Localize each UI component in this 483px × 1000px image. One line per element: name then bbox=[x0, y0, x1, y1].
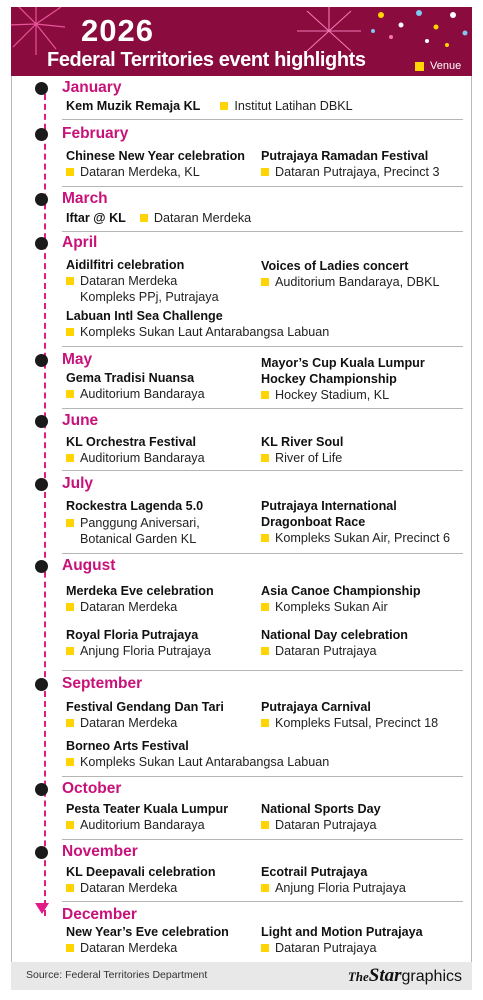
event-venue bbox=[66, 386, 205, 402]
event-venue bbox=[66, 715, 224, 731]
event-venue bbox=[261, 715, 438, 731]
timeline-dot bbox=[35, 678, 48, 691]
venue-text: Anjung Floria Putrajaya bbox=[80, 644, 211, 658]
event-item bbox=[261, 801, 381, 833]
event-item bbox=[261, 434, 343, 466]
timeline-dot bbox=[35, 82, 48, 95]
event-name: Festival Gendang Dan Tari bbox=[66, 700, 224, 714]
event-venue bbox=[66, 164, 245, 180]
month-label-april: April bbox=[62, 234, 98, 251]
event-venue bbox=[66, 324, 329, 340]
event-item bbox=[66, 308, 329, 340]
event-item bbox=[66, 370, 205, 402]
event-name: KL Deepavali celebration bbox=[66, 865, 216, 879]
event-item bbox=[66, 627, 211, 659]
logo-the: The bbox=[347, 969, 369, 984]
event-name: Merdeka Eve celebration bbox=[66, 584, 214, 598]
event-item bbox=[66, 257, 219, 305]
month-divider bbox=[62, 553, 463, 554]
event-name: Pesta Teater Kuala Lumpur bbox=[66, 802, 229, 816]
event-name: KL River Soul bbox=[261, 435, 344, 449]
event-venue bbox=[66, 643, 211, 659]
event-venue bbox=[66, 940, 229, 956]
venue-marker bbox=[66, 454, 74, 462]
event-venue bbox=[66, 880, 216, 896]
header-subtitle: Federal Territories event highlights bbox=[47, 49, 366, 71]
event-name: KL Orchestra Festival bbox=[66, 435, 196, 449]
event-name: Ecotrail Putrajaya bbox=[261, 865, 368, 879]
venue-text: Auditorium Bandaraya bbox=[80, 451, 205, 465]
venue-marker bbox=[261, 719, 269, 727]
timeline-dot bbox=[35, 846, 48, 859]
event-venue-line2 bbox=[66, 531, 203, 547]
venue-marker bbox=[66, 647, 74, 655]
month-divider bbox=[62, 186, 463, 187]
event-item bbox=[66, 699, 224, 731]
month-label-january: January bbox=[62, 79, 122, 96]
month-divider bbox=[62, 231, 463, 232]
month-label-september: September bbox=[62, 675, 143, 692]
event-name: National Day celebration bbox=[261, 628, 408, 642]
event-name: Borneo Arts Festival bbox=[66, 739, 189, 753]
event-item bbox=[66, 98, 353, 114]
event-name: Rockestra Lagenda 5.0 bbox=[66, 499, 204, 513]
venue-marker bbox=[220, 102, 228, 110]
event-name: Light and Motion Putrajaya bbox=[261, 925, 423, 939]
event-venue bbox=[66, 515, 203, 531]
event-item bbox=[261, 627, 408, 659]
venue-marker bbox=[66, 603, 74, 611]
event-item bbox=[66, 210, 251, 226]
venue-marker bbox=[261, 944, 269, 952]
event-venue bbox=[220, 98, 352, 114]
venue-text: Kompleks Sukan Air, Precinct 6 bbox=[275, 531, 450, 545]
venue-marker bbox=[261, 647, 269, 655]
venue-marker bbox=[66, 328, 74, 336]
venue-text: Dataran Merdeka bbox=[80, 274, 178, 288]
month-label-june: June bbox=[62, 412, 99, 429]
event-venue bbox=[261, 817, 381, 833]
event-item bbox=[261, 258, 440, 290]
event-item bbox=[66, 924, 229, 956]
venue-text: Auditorium Bandaraya bbox=[80, 818, 205, 832]
event-venue bbox=[66, 817, 228, 833]
venue-text: Anjung Floria Putrajaya bbox=[275, 881, 406, 895]
event-item bbox=[66, 801, 228, 833]
timeline-dot bbox=[35, 193, 48, 206]
venue-marker bbox=[261, 454, 269, 462]
event-name: Voices of Ladies concert bbox=[261, 259, 409, 273]
event-name: Asia Canoe Championship bbox=[261, 584, 421, 598]
timeline-dot bbox=[35, 560, 48, 573]
event-name-line2: Dragonboat Race bbox=[261, 515, 366, 529]
month-divider bbox=[62, 670, 463, 671]
venue-text: River of Life bbox=[275, 451, 343, 465]
header-banner bbox=[11, 7, 472, 76]
venue-legend bbox=[415, 60, 461, 72]
venue-text: Dataran Putrajaya bbox=[275, 941, 377, 955]
month-label-may: May bbox=[62, 351, 93, 368]
event-name: National Sports Day bbox=[261, 802, 381, 816]
event-venue bbox=[66, 754, 329, 770]
venue-marker bbox=[261, 603, 269, 611]
event-venue bbox=[261, 880, 406, 896]
venue-text: Dataran Merdeka bbox=[153, 211, 252, 225]
venue-marker bbox=[261, 884, 269, 892]
month-divider bbox=[62, 839, 463, 840]
venue-text: Kompleks Sukan Laut Antarabangsa Labuan bbox=[80, 325, 330, 339]
header-year: 2026 bbox=[81, 13, 154, 48]
month-divider bbox=[62, 346, 463, 347]
venue-marker bbox=[66, 277, 74, 285]
venue-text: Dataran Merdeka bbox=[80, 716, 178, 730]
venue-marker bbox=[66, 884, 74, 892]
month-label-august: August bbox=[62, 557, 116, 574]
event-venue bbox=[66, 450, 205, 466]
event-name: Mayor’s Cup Kuala Lumpur bbox=[261, 356, 425, 370]
venue-marker bbox=[66, 519, 74, 527]
event-item bbox=[261, 864, 406, 896]
venue-marker bbox=[66, 168, 74, 176]
month-label-march: March bbox=[62, 190, 108, 207]
venue-text: Kompleks Sukan Air bbox=[275, 600, 388, 614]
venue-text: Dataran Merdeka bbox=[80, 600, 178, 614]
event-name: Chinese New Year celebration bbox=[66, 149, 245, 163]
venue-marker bbox=[66, 719, 74, 727]
month-divider bbox=[62, 470, 463, 471]
event-name-line2: Hockey Championship bbox=[261, 372, 397, 386]
event-item bbox=[261, 924, 423, 956]
venue-marker bbox=[66, 758, 74, 766]
venue-marker bbox=[261, 168, 269, 176]
event-venue bbox=[261, 530, 450, 546]
confetti-icon bbox=[361, 7, 472, 52]
month-label-november: November bbox=[62, 843, 138, 860]
event-item bbox=[66, 864, 216, 896]
event-name: Labuan Intl Sea Challenge bbox=[66, 309, 223, 323]
event-item bbox=[66, 498, 203, 547]
month-divider bbox=[62, 119, 463, 120]
venue-text: Dataran Putrajaya, Precinct 3 bbox=[275, 165, 440, 179]
event-name: Royal Floria Putrajaya bbox=[66, 628, 199, 642]
venue-marker bbox=[66, 821, 74, 829]
event-name: Iftar @ KL bbox=[66, 211, 126, 225]
venue-marker bbox=[66, 944, 74, 952]
logo-star: Star bbox=[368, 965, 402, 986]
event-name: Gema Tradisi Nuansa bbox=[66, 371, 195, 385]
event-venue-line2 bbox=[66, 289, 219, 305]
venue-marker bbox=[261, 534, 269, 542]
venue-text: Dataran Putrajaya bbox=[275, 644, 377, 658]
event-name: Kem Muzik Remaja KL bbox=[66, 99, 201, 113]
event-item bbox=[261, 583, 421, 615]
event-item bbox=[66, 583, 214, 615]
event-venue bbox=[261, 940, 423, 956]
event-item bbox=[261, 148, 440, 180]
event-name: Putrajaya International bbox=[261, 499, 397, 513]
venue-text: Hockey Stadium, KL bbox=[275, 388, 390, 402]
venue-marker bbox=[66, 390, 74, 398]
event-item bbox=[261, 498, 450, 546]
venue-text: Kompleks Sukan Laut Antarabangsa Labuan bbox=[80, 755, 330, 769]
venue-text: Auditorium Bandaraya bbox=[80, 387, 205, 401]
venue-marker bbox=[261, 821, 269, 829]
timeline-dot bbox=[35, 354, 48, 367]
timeline-arrow-icon bbox=[35, 903, 49, 914]
event-name: Putrajaya Carnival bbox=[261, 700, 371, 714]
venue-text: Kompleks PPj, Putrajaya bbox=[80, 290, 219, 304]
month-divider bbox=[62, 408, 463, 409]
month-divider bbox=[62, 901, 463, 902]
event-name: Aidilfitri celebration bbox=[66, 258, 185, 272]
event-venue bbox=[261, 599, 421, 615]
event-item bbox=[66, 434, 205, 466]
event-venue bbox=[261, 450, 343, 466]
event-item bbox=[261, 699, 438, 731]
month-label-february: February bbox=[62, 125, 129, 142]
timeline-dot bbox=[35, 783, 48, 796]
venue-text: Dataran Merdeka bbox=[80, 941, 178, 955]
timeline-dot bbox=[35, 128, 48, 141]
source-credit: Source: Federal Territories Department bbox=[26, 969, 208, 981]
venue-legend-label: Venue bbox=[430, 60, 462, 72]
venue-marker bbox=[140, 214, 148, 222]
venue-marker bbox=[261, 278, 269, 286]
timeline-dot bbox=[35, 237, 48, 250]
event-name: Putrajaya Ramadan Festival bbox=[261, 149, 429, 163]
venue-text: Panggung Aniversari, bbox=[80, 516, 200, 530]
logo-graphics: graphics bbox=[401, 968, 462, 985]
event-name: New Year’s Eve celebration bbox=[66, 925, 229, 939]
month-label-december: December bbox=[62, 906, 137, 923]
month-label-july: July bbox=[62, 475, 94, 492]
event-item bbox=[66, 148, 245, 180]
timeline-dot bbox=[35, 478, 48, 491]
venue-text: Botanical Garden KL bbox=[80, 532, 197, 546]
event-item bbox=[261, 355, 425, 403]
event-venue bbox=[261, 643, 408, 659]
venue-text: Dataran Putrajaya bbox=[275, 818, 377, 832]
month-divider bbox=[62, 776, 463, 777]
venue-text: Dataran Merdeka, KL bbox=[80, 165, 200, 179]
month-label-october: October bbox=[62, 780, 122, 797]
venue-text: Dataran Merdeka bbox=[80, 881, 178, 895]
event-item bbox=[66, 738, 329, 770]
venue-text: Auditorium Bandaraya, DBKL bbox=[275, 275, 440, 289]
venue-marker bbox=[261, 391, 269, 399]
event-venue bbox=[66, 599, 214, 615]
footer bbox=[11, 962, 472, 990]
timeline-dot bbox=[35, 415, 48, 428]
venue-text: Kompleks Futsal, Precinct 18 bbox=[275, 716, 439, 730]
event-venue bbox=[261, 387, 425, 403]
event-venue bbox=[140, 210, 251, 226]
event-venue bbox=[66, 273, 219, 289]
venue-legend-marker bbox=[415, 62, 424, 71]
event-venue bbox=[261, 274, 440, 290]
publisher-logo bbox=[348, 965, 462, 987]
event-venue bbox=[261, 164, 440, 180]
venue-text: Institut Latihan DBKL bbox=[234, 99, 353, 113]
